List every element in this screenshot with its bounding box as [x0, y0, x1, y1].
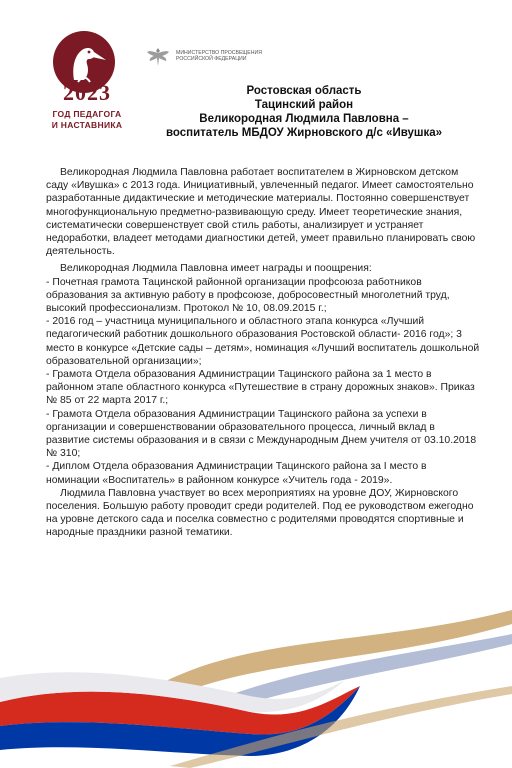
award-item: - Почетная грамота Тацинской районной организации профсоюза работников образования за активную работу в профсоюзе, добросовестный многолетний труд, высокий профессионализм. Протокол № 10, 08.09.2015 г.;: [46, 276, 450, 315]
ministry-text: [176, 50, 286, 62]
header-position: воспитатель МБДОУ Жирновского д/с «Ивушка»: [165, 127, 443, 139]
award-item: - Грамота Отдела образования Администрации Тацинского района за успехи в организации и совершенствовании образовательного процесса, личный вклад в развитие системы образования и в связи с Международным Днем учителя от 03.10.2018 № 310;: [46, 408, 477, 460]
closing-paragraph: Людмила Павловна участвует во всех мероприятиях на уровне ДОУ, Жирновского поселения. Большую работу проводит среди родителей. Под ее руководством ежегодно на уровне детского сада и поселка совместно с родителями проводятся спортивные и народные праздники разной тематики.: [46, 487, 474, 539]
logo-year: 2023: [63, 80, 111, 105]
document-body: [46, 166, 480, 544]
award-item: - Диплом Отдела образования Администрации Тацинского района за I место в номинации «Воспитатель» в районном конкурсе «Учитель года - 2019».: [46, 461, 427, 486]
award-item: - 2016 год – участница муниципального и областного этапа конкурса «Лучший педагогический работник дошкольного образования Ростовской области- 2016 год»; 3 место в конкурсе «Детские сады – детям», номинация «Лучший воспитатель дошкольной образовательной организации»;: [46, 316, 480, 367]
header-district: Тацинский район: [254, 99, 354, 111]
document-header: [150, 84, 458, 140]
header-name: Великородная Людмила Павловна –: [199, 113, 409, 125]
awards-intro: Великородная Людмила Павловна имеет награды и поощрения:: [60, 263, 372, 275]
logo-tagline-1: ГОД ПЕДАГОГА: [52, 109, 122, 119]
intro-paragraph: Великородная Людмила Павловна работает воспитателем в Жирновском детском саду «Ивушка» с 2013 года. Инициативный, увлеченный педагог. Имеет самостоятельно разработанные дидактические и методические материалы. Постоянно совершенствует многофункциональную предметно-развивающую среду. Имеет теоретические знания, систематически совершенствует свой стиль работы, анализирует и устраняет недоработки, владеет методами диагностики детей, умеет правильно планировать свою деятельность.: [46, 167, 476, 258]
tricolor-waves-decoration: [0, 590, 512, 768]
award-item: - Грамота Отдела образования Администрации Тацинского района за 1 место в районном этапе областного конкурса «Путешествие в страну дорожных знаков». Приказ № 85 от 22 марта 2017 г.;: [46, 369, 475, 407]
ministry-line-2: РОССИЙСКОЙ ФЕДЕРАЦИИ: [176, 56, 247, 62]
year-of-teacher-logo: [46, 30, 128, 142]
logo-tagline-2: И НАСТАВНИКА: [51, 120, 123, 130]
ministry-line-1: МИНИСТЕРСТВО ПРОСВЕЩЕНИЯ: [176, 50, 262, 56]
header-region: Ростовская область: [246, 85, 362, 97]
eagle-emblem-icon: [146, 46, 170, 68]
